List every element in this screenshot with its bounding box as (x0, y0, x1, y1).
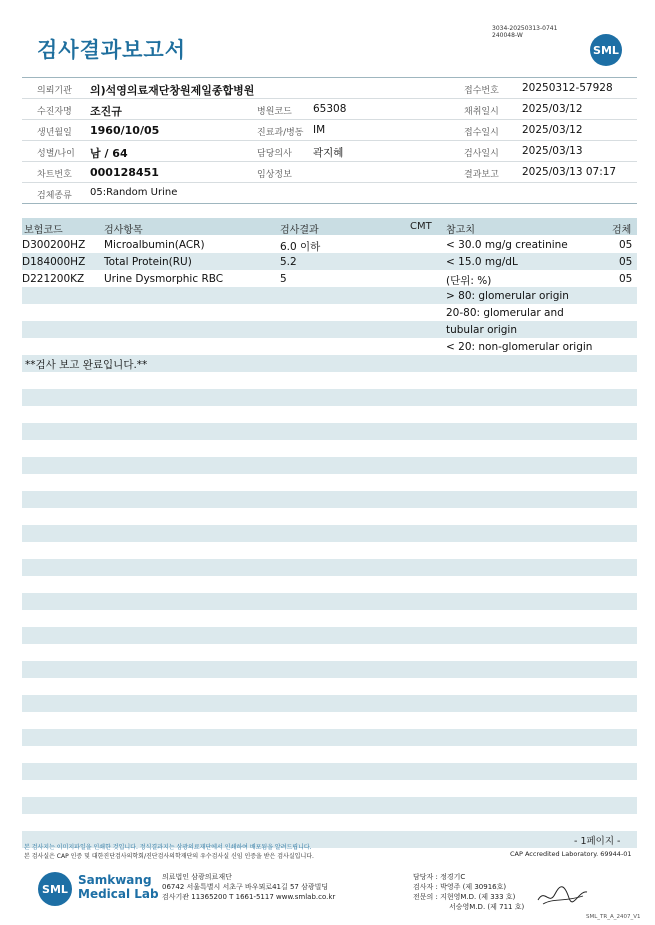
receive-date-label: 접수일시 (464, 128, 499, 138)
institution-value: 의)석영의료재단창원제일종합병원 (90, 84, 255, 97)
row-ref: < 15.0 mg/dL (446, 256, 518, 268)
sml-footer-logo-text: SML (42, 882, 68, 896)
row-specimen: 05 (619, 256, 633, 268)
form-code: SML_TR_A_2407_V1 (586, 914, 641, 920)
report-date-value: 2025/03/13 07:17 (522, 166, 617, 178)
row-band (22, 389, 637, 406)
reference-line: tubular origin (446, 324, 517, 336)
row-ref: (단위: %) (446, 275, 492, 287)
specimen-value: 05:Random Urine (90, 187, 178, 198)
doctor-label: 담당의사 (257, 149, 292, 159)
table-row (22, 254, 637, 271)
document-id-line1: 3034-20250313-0741 (492, 25, 558, 32)
staff-label: 전문의 : (413, 893, 438, 901)
sml-logo (590, 34, 622, 66)
table-row (22, 237, 637, 254)
name-value: 조진규 (90, 105, 122, 118)
lab-org-name: 의료법인 삼광의료재단 (162, 873, 232, 881)
col-header-result: 검사결과 (280, 225, 319, 236)
row-band (22, 695, 637, 712)
dept-value: IM (313, 124, 326, 136)
receipt-no-value: 20250312-57928 (522, 82, 613, 94)
test-date-value: 2025/03/13 (522, 145, 583, 157)
results-table-header (22, 218, 637, 235)
hospital-code-value: 65308 (313, 103, 347, 115)
info-row-6 (22, 183, 637, 204)
receive-date-value: 2025/03/12 (522, 124, 583, 136)
info-row-3 (22, 120, 637, 141)
row-code: D221200KZ (22, 273, 85, 285)
staff-name: 지현영M.D. (제 333 호) (440, 893, 516, 901)
reference-line: < 20: non-glomerular origin (446, 341, 593, 353)
chart-no-value: 000128451 (90, 166, 159, 179)
row-item: Microalbumin(ACR) (104, 239, 205, 251)
sex-age-value: 남 / 64 (90, 147, 128, 160)
test-date-label: 검사일시 (464, 149, 499, 159)
row-band (22, 457, 637, 474)
lab-address-block (162, 872, 335, 902)
disclaimer-cap: 본 검사실은 CAP 인증 및 대한진단검사의학회/진단검사의학재단의 우수검사실 신임 인증을 받은 검사실입니다. (24, 853, 314, 860)
row-band (22, 559, 637, 576)
col-header-item: 검사항목 (104, 225, 143, 236)
table-row (22, 271, 637, 288)
document-id-line2: 240048-W (492, 32, 523, 39)
staff-name: 정경기C (440, 873, 466, 881)
collect-date-label: 채취일시 (464, 107, 499, 117)
row-code: D184000HZ (22, 256, 86, 268)
row-band (22, 423, 637, 440)
info-row-2 (22, 99, 637, 120)
report-title: 검사결과보고서 (37, 38, 187, 62)
specimen-label: 검체종류 (37, 191, 72, 201)
reference-range-notes (446, 289, 636, 359)
row-item: Total Protein(RU) (104, 256, 192, 268)
row-result: 5 (280, 273, 287, 285)
staff-block (413, 872, 524, 912)
staff-label: 검사자 : (413, 883, 438, 891)
row-item: Urine Dysmorphic RBC (104, 273, 224, 285)
name-label: 수진자명 (37, 107, 72, 117)
clinical-info-label: 임상정보 (257, 170, 292, 180)
row-specimen: 05 (619, 239, 633, 251)
cap-accreditation: CAP Accredited Laboratory. 69944-01 (510, 850, 632, 858)
staff-name: 서승영M.D. (제 711 호) (449, 903, 525, 911)
dept-label: 진료과/병동 (257, 128, 304, 138)
col-header-cmt: CMT (410, 221, 432, 232)
sml-footer-logo (38, 872, 72, 906)
brand-line1: Samkwang (78, 873, 152, 887)
chart-no-label: 차트번호 (37, 170, 72, 180)
signature-image (535, 880, 590, 910)
collect-date-value: 2025/03/12 (522, 103, 583, 115)
staff-name: 박영주 (제 30916호) (440, 883, 507, 891)
row-band (22, 491, 637, 508)
info-row-1 (22, 78, 637, 99)
doctor-value: 곽지혜 (313, 147, 344, 159)
row-band (22, 797, 637, 814)
row-result: 5.2 (280, 256, 297, 268)
sml-logo-text: SML (593, 43, 619, 57)
row-band (22, 661, 637, 678)
col-header-ref: 참고치 (446, 225, 475, 236)
col-header-code: 보험코드 (24, 225, 63, 236)
lab-address: 06742 서울특별시 서초구 바우뫼로41길 57 삼광빌딩 (162, 883, 329, 891)
row-band (22, 593, 637, 610)
row-band (22, 525, 637, 542)
document-id (492, 25, 557, 39)
disclaimer-print: 본 검사지는 이미지파일을 인쇄한 것입니다. 정식결과지는 삼광의료재단에서 인쇄하여 배포됨을 알려드립니다. (24, 844, 312, 851)
institution-label: 의뢰기관 (37, 86, 72, 96)
reference-line: 20-80: glomerular and (446, 307, 564, 319)
row-result: 6.0 이하 (280, 241, 321, 253)
row-band (22, 627, 637, 644)
row-code: D300200HZ (22, 239, 86, 251)
brand-name (78, 873, 159, 901)
birth-value: 1960/10/05 (90, 124, 160, 137)
receipt-no-label: 접수번호 (464, 86, 499, 96)
row-specimen: 05 (619, 273, 633, 285)
brand-line2: Medical Lab (78, 887, 159, 901)
lab-contact: 검사기관 11365200 T 1661-5117 www.smlab.co.kr (162, 893, 336, 901)
sex-age-label: 성별/나이 (37, 149, 75, 159)
row-ref: < 30.0 mg/g creatinine (446, 239, 568, 251)
hospital-code-label: 병원코드 (257, 107, 292, 117)
report-date-label: 결과보고 (464, 170, 499, 180)
report-complete-note: **검사 보고 완료입니다.** (25, 359, 148, 371)
info-row-5 (22, 162, 637, 183)
staff-label: 담당자 : (413, 873, 438, 881)
info-row-4 (22, 141, 637, 162)
col-header-specimen: 검체 (612, 225, 632, 236)
page-number: - 1페이지 - (574, 836, 621, 847)
birth-label: 생년월일 (37, 128, 72, 138)
reference-line: > 80: glomerular origin (446, 290, 569, 302)
row-band (22, 729, 637, 746)
row-band (22, 763, 637, 780)
